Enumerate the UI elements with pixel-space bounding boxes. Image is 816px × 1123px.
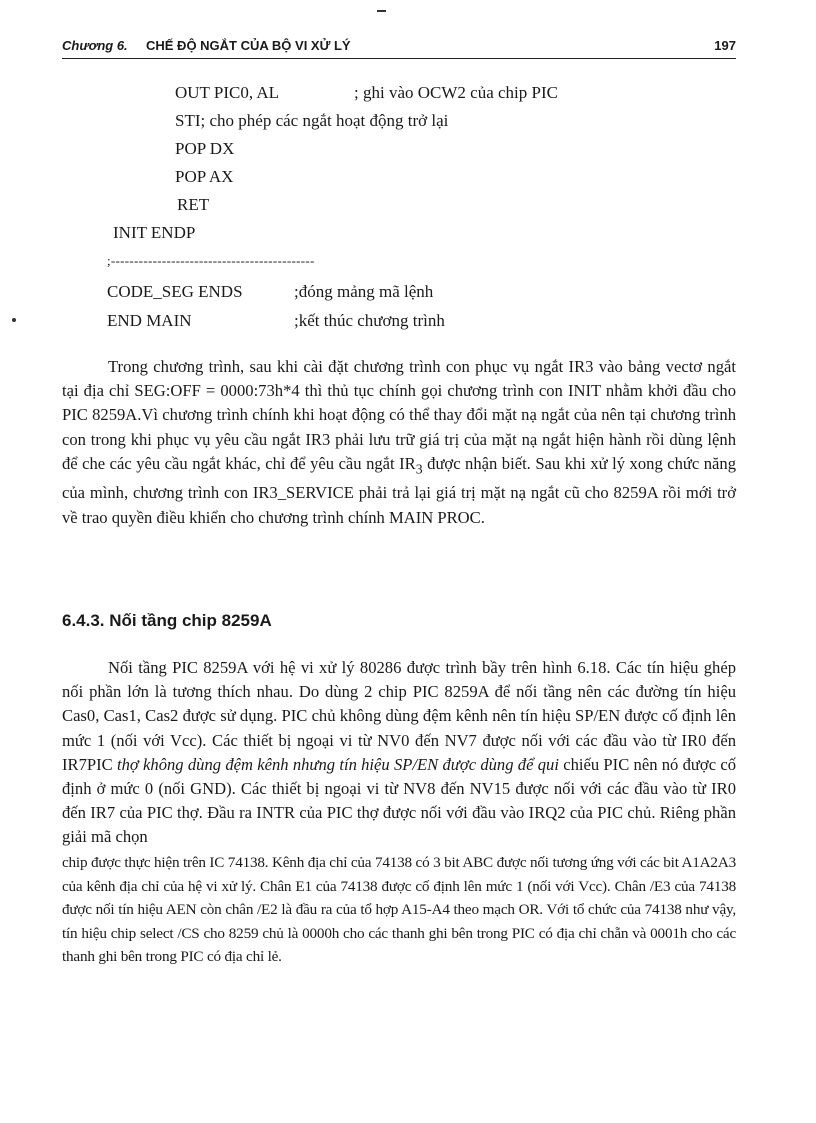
code-line-6: INIT ENDP <box>113 223 196 242</box>
para1-text-end: được nhận biết. Sau khi xử lý xong chức năng của mình, chương trình con IR3_SERVICE phải trả lại giá trị mặt nạ ngắt cũ cho 8259A rồi mới trở về trao quyền điều khiển cho chương trình chính MAIN PROC. <box>62 453 736 527</box>
page-header <box>62 36 736 59</box>
scan-mark <box>377 10 386 12</box>
para1-subscript: 3 <box>415 461 423 477</box>
para2-italic-text: thợ không dùng đệm kênh nhưng tín hiệu SP/EN được dùng để qui <box>112 754 559 774</box>
code-line-5: RET <box>177 195 210 214</box>
section-heading: 6.4.3. Nối tầng chip 8259A <box>62 611 272 630</box>
code-line-8-comment: ;đóng mảng mã lệnh <box>294 282 434 301</box>
para2-text: Nối tầng PIC 8259A với hệ vi xử lý 80286 được trình bầy trên hình 6.18. Các tín hiệu ghép nối phần lớn là tương thích nhau. Do dùng 2 chip PIC 8259A để nối tầng nên các đường tín hiệu Cas0, Cas1, Cas2 được sử dụng. PIC chủ không dùng đệm kênh nên tín hiệu SP/EN được cố định lên mức 1 (nối với Vcc). Các thiết bị ngoại vi từ NV0 đến NV7 được nối với các đầu vào từ IR0 đến IR7PIC <box>62 658 736 774</box>
code-line-9: END MAIN <box>107 311 192 330</box>
para2-text-end: chiếu PIC nên nó được cố định ở mức 0 (nối GND). Các thiết bị ngoại vi từ NV8 đến NV15 được nối với các đầu vào từ IR0 đến IR7 của PIC thợ. Đầu ra INTR của PIC thợ được nối với đầu vào IRQ2 của PIC chủ. Riêng phần giải mã chọn <box>62 754 736 847</box>
chapter-label: Chương 6. <box>62 38 128 53</box>
scan-dot <box>12 318 16 322</box>
paragraph-main-proc <box>62 355 736 530</box>
page-number: 197 <box>714 38 736 53</box>
code-line-1: OUT PIC0, AL <box>175 83 280 102</box>
code-line-1-comment: ; ghi vào OCW2 của chip PIC <box>354 83 558 102</box>
chapter-title: CHẾ ĐỘ NGẮT CỦA BỘ VI XỬ LÝ <box>146 38 351 53</box>
code-line-8: CODE_SEG ENDS <box>107 282 243 301</box>
code-line-3: POP DX <box>175 139 235 158</box>
code-line-2: STI; cho phép các ngắt hoạt động trở lại <box>175 111 449 130</box>
code-separator: ;-------------------------------------------- <box>107 253 315 268</box>
paragraph-cascade <box>62 656 736 850</box>
paragraph-decoder <box>62 851 736 969</box>
code-line-4: POP AX <box>175 167 234 186</box>
code-line-9-comment: ;kết thúc chương trình <box>294 311 445 330</box>
para1-text: Trong chương trình, sau khi cài đặt chương trình con phục vụ ngắt IR3 vào bảng vectơ ngắt tại địa chỉ SEG:OFF = 0000:73h*4 thì thủ tục chính gọi chương trình con INIT nhằm khởi đầu cho PIC 8259A.Vì chương trình chính khi hoạt động có thể thay đổi mặt nạ ngắt của nên tại chương trình con trong khi phục vụ yêu cầu ngắt IR3 phải lưu trữ giá trị của mặt nạ ngắt hiện hành rồi dùng lệnh để che các yêu cầu ngắt khác, chỉ để yêu cầu ngắt IR <box>62 357 736 473</box>
para3-text: chip được thực hiện trên IC 74138. Kênh địa chỉ của 74138 có 3 bit ABC được nối tương ứng với các bit A1A2A3 của kênh địa chỉ của hệ vi xử lý. Chân E1 của 74138 được cố định lên mức 1 (nối với Vcc). Chân /E3 của 74138 được nối tín hiệu AEN còn chân /E2 là đầu ra của tổ hợp A15-A4 theo mạch OR. Với tổ chức của 74138 như vậy, tín hiệu chip select /CS cho 8259 chủ là 0000h cho các thanh ghi bên trong PIC có địa chỉ chẵn và 0001h cho các thanh ghi bên trong PIC có địa chỉ lẻ. <box>62 854 736 966</box>
